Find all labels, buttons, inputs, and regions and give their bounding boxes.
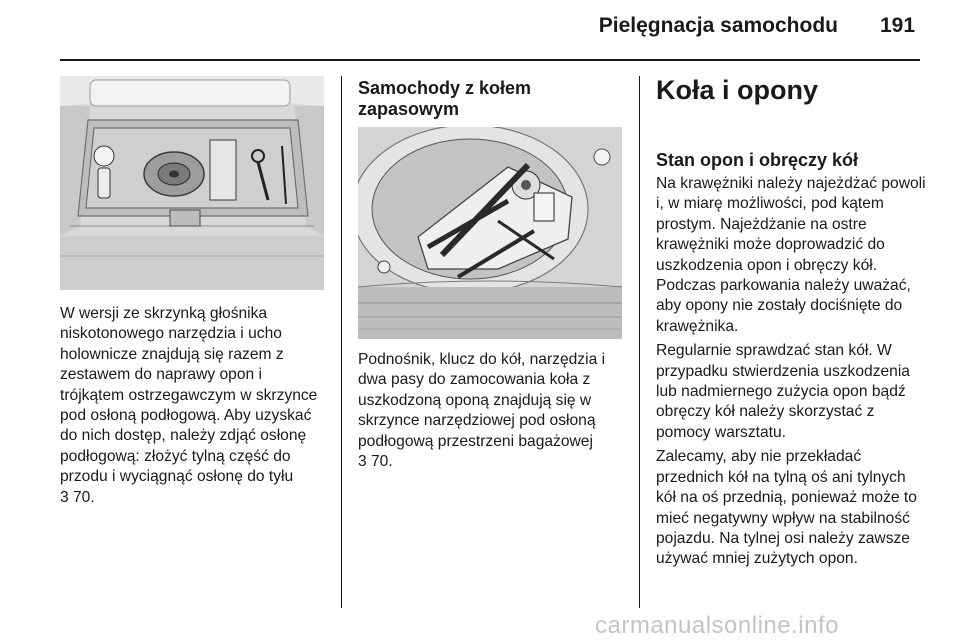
column-divider-1 [341,76,342,608]
figure-1-page-reference: 3 70. [60,488,95,506]
column-3-text [656,150,928,570]
figure-1-caption: W wersji ze skrzynką głośnika niskotonowego narzędzia i ucho holownicze znajdują się razem z zestawem do naprawy opon i trójkątem ostrzegawczym w skrzynce pod osłoną podłogową. Aby uzyskać do nich dostęp, należy zdjąć osłonę podłogową: złożyć tylną część do przodu i wyciągnąć osłonę do tyłu [60,305,318,486]
paragraph-inspection: Regularnie sprawdzać stan kół. W przypadku stwierdzenia uszkodzenia lub nadmiernego zużycia opon bądź obręczy kół należy skorzystać z pomocy warsztatu. [656,342,910,441]
column-2-text [358,350,626,472]
page-header-title: Pielęgnacja samochodu [598,14,838,37]
wheels-tyres-heading: Koła i opony [656,75,818,105]
figure-2-page-reference: 3 70. [358,453,393,471]
watermark-text: carmanualsonline.info [595,612,839,639]
figure-2-caption: Podnośnik, klucz do kół, narzędzia i dwa pasy do zamocowania koła z uszkodzoną oponą znajdują się w skrzynce narzędziowej pod osłoną podłogową przestrzeni bagażowej [358,351,606,450]
column-1-text [60,304,328,508]
page-number: 191 [880,14,916,37]
paragraph-rotation: Zalecamy, aby nie przekładać przednich kół na tylną oś ani tylnych kół na oś przednią, ponieważ może to mieć negatywny wpływ na stabilność pojazdu. Na tylnej osi należy zawsze używać mniej zużytych opon. [656,448,917,568]
trunk-storage-illustration [60,76,324,290]
tyre-condition-heading: Stan opon i obręczy kół [656,150,859,170]
spare-wheel-tools-illustration [358,127,622,339]
column-divider-2 [639,76,640,608]
paragraph-kerbs: Na krawężniki należy najeżdżać powoli i, w miarę możliwości, pod kątem prostym. Najeżdżanie na ostre krawężniki może doprowadzić do uszkodzenia opon i obręczy kół. Podczas parkowania należy uważać, aby opony nie zostały dociśnięte do krawężnika. [656,175,926,335]
spare-wheel-heading: Samochody z kołem zapasowym [358,78,532,119]
header-rule [60,59,920,61]
